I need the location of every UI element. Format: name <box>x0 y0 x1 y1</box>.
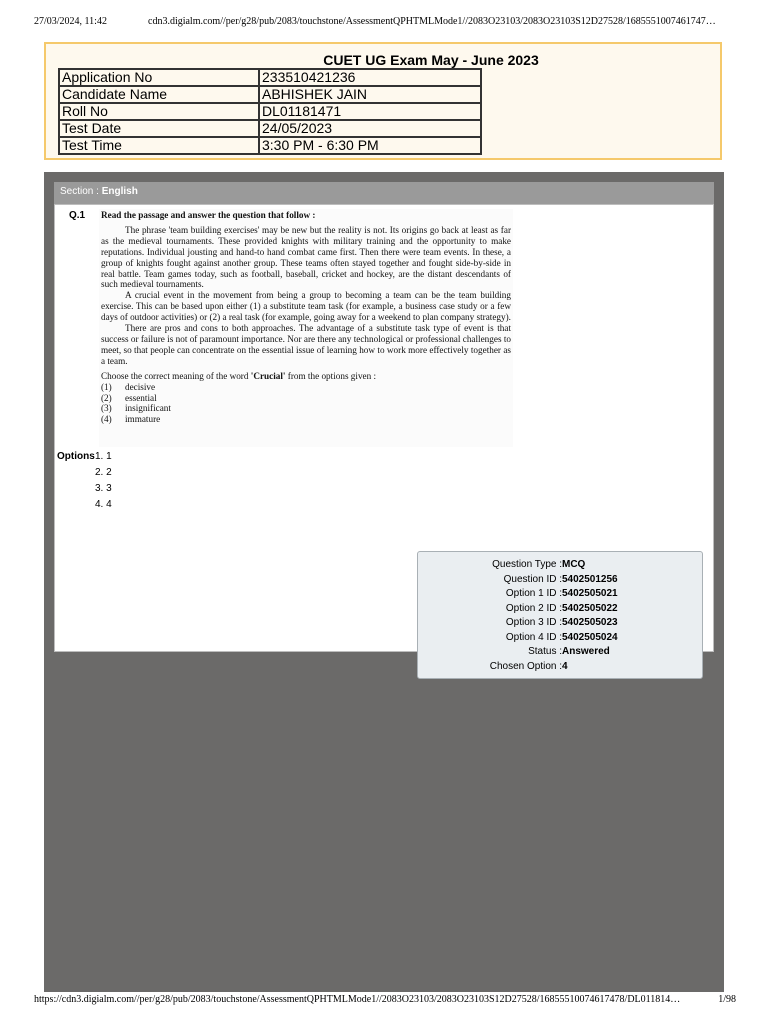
table-row <box>59 103 481 120</box>
option-item: 3. 3 <box>95 483 112 494</box>
image-option-text: immature <box>125 414 161 425</box>
candidate-info-table <box>58 68 482 155</box>
image-option-number: (2) <box>101 392 112 403</box>
table-row <box>59 137 481 154</box>
print-header <box>34 16 734 32</box>
image-option-text: insignificant <box>125 403 171 414</box>
meta-key: Question Type : <box>492 559 562 570</box>
meta-key: Question ID : <box>503 573 562 585</box>
image-option-number: (4) <box>101 414 112 425</box>
prompt-text: Choose the correct meaning of the word <box>101 370 251 381</box>
info-label: Test Time <box>59 137 259 154</box>
table-row <box>59 86 481 103</box>
meta-value: 5402505021 <box>562 588 618 599</box>
meta-row <box>418 587 702 601</box>
prompt-text: from the options given : <box>285 370 377 381</box>
table-row <box>59 69 481 86</box>
info-label: Candidate Name <box>59 86 259 103</box>
image-option-text: decisive <box>125 381 156 392</box>
info-label: Roll No <box>59 103 259 120</box>
print-footer <box>34 994 736 1010</box>
meta-value: 5402505024 <box>562 631 618 643</box>
image-option-number: (3) <box>101 403 112 414</box>
meta-row <box>418 645 702 659</box>
meta-row <box>418 602 702 616</box>
passage-paragraph: There are pros and cons to both approaches. The advantage of a substitute task type of event is that success or failure is not of paramount importance. Nor are there any technological or professional challenges to meet, so that people can concentrate on the essential issue of learning how to work more effectively together as a team. <box>101 323 511 366</box>
meta-row <box>418 616 702 630</box>
table-row <box>59 120 481 137</box>
meta-value: 4 <box>562 660 568 672</box>
prompt-word: 'Crucial' <box>250 370 286 381</box>
question-meta-box <box>417 551 703 679</box>
info-value: ABHISHEK JAIN <box>259 86 481 103</box>
print-url: cdn3.digialm.com//per/g28/pub/2083/touchstone/AssessmentQPHTMLMode1//2083O23103/2083O23103S12D27528/1685551007461747… <box>148 16 716 27</box>
meta-value: Answered <box>562 646 610 657</box>
image-option <box>101 414 511 425</box>
meta-value: MCQ <box>562 559 586 570</box>
image-option-text: essential <box>125 392 157 403</box>
footer-url: https://cdn3.digialm.com//per/g28/pub/2083/touchstone/AssessmentQPHTMLMode1//2083O23103/2083O23103S12D27528/16855510074617478/DL011814… <box>34 994 681 1005</box>
section-name: English <box>101 186 138 197</box>
question-area <box>44 172 724 992</box>
page-number: 1/98 <box>718 994 736 1005</box>
info-value: DL01181471 <box>259 103 481 120</box>
meta-value: 5402505022 <box>562 602 618 614</box>
section-prefix: Section : <box>60 186 102 197</box>
meta-key: Status : <box>528 646 562 657</box>
image-option <box>101 403 511 414</box>
question-image <box>99 209 513 447</box>
info-value: 3:30 PM - 6:30 PM <box>259 137 481 154</box>
passage-paragraph: The phrase 'team building exercises' may be new but the reality is not. Its origins go back at least as far as the medieval tournaments. These provided knights with military training and the opportunity to make reputations. Individual jousting and hand-to hand combat came first. Then there were team events. In these, a group of knights fought against another group. These teams often stayed together and fought side-by-side in real battle. Team games today, such as football, baseball, cricket and hockey, are the distant descendants of such medieval tournaments. <box>101 224 511 290</box>
meta-row <box>418 631 702 645</box>
meta-row <box>418 660 702 674</box>
image-option-number: (1) <box>101 381 112 392</box>
print-date: 27/03/2024, 11:42 <box>34 16 107 27</box>
meta-key: Option 4 ID : <box>505 631 562 643</box>
question-instruction: Read the passage and answer the question that follow : <box>101 210 316 220</box>
passage-paragraph: A crucial event in the movement from being a group to becoming a team can be the team building exercise. This can be based upon either (1) a substitute team task (for example, a business case study or a few days of outdoor activities) or (2) a real task (for example, going away for a weekend to plan company strategy). <box>101 290 511 323</box>
info-label: Test Date <box>59 120 259 137</box>
question-number: Q.1 <box>69 210 86 221</box>
meta-value: 5402501256 <box>562 573 618 585</box>
question-panel <box>54 204 714 672</box>
option-item: 2. 2 <box>95 467 112 478</box>
image-option <box>101 393 511 404</box>
meta-row <box>418 573 702 587</box>
candidate-info-box <box>44 42 722 160</box>
options-label: Options <box>57 451 95 462</box>
info-value: 24/05/2023 <box>259 120 481 137</box>
option-item: 4. 4 <box>95 499 112 510</box>
info-value: 233510421236 <box>259 69 481 86</box>
image-option <box>101 382 511 393</box>
meta-key: Option 2 ID : <box>505 602 562 614</box>
meta-value: 5402505023 <box>562 617 618 628</box>
meta-key: Option 1 ID : <box>505 588 562 599</box>
info-label: Application No <box>59 69 259 86</box>
question-prompt <box>101 371 511 382</box>
exam-title: CUET UG Exam May - June 2023 <box>323 52 539 68</box>
meta-row <box>418 558 702 572</box>
meta-key: Option 3 ID : <box>505 617 562 628</box>
option-item: 1. 1 <box>95 451 112 462</box>
section-header <box>54 182 714 204</box>
meta-key: Chosen Option : <box>489 660 562 672</box>
